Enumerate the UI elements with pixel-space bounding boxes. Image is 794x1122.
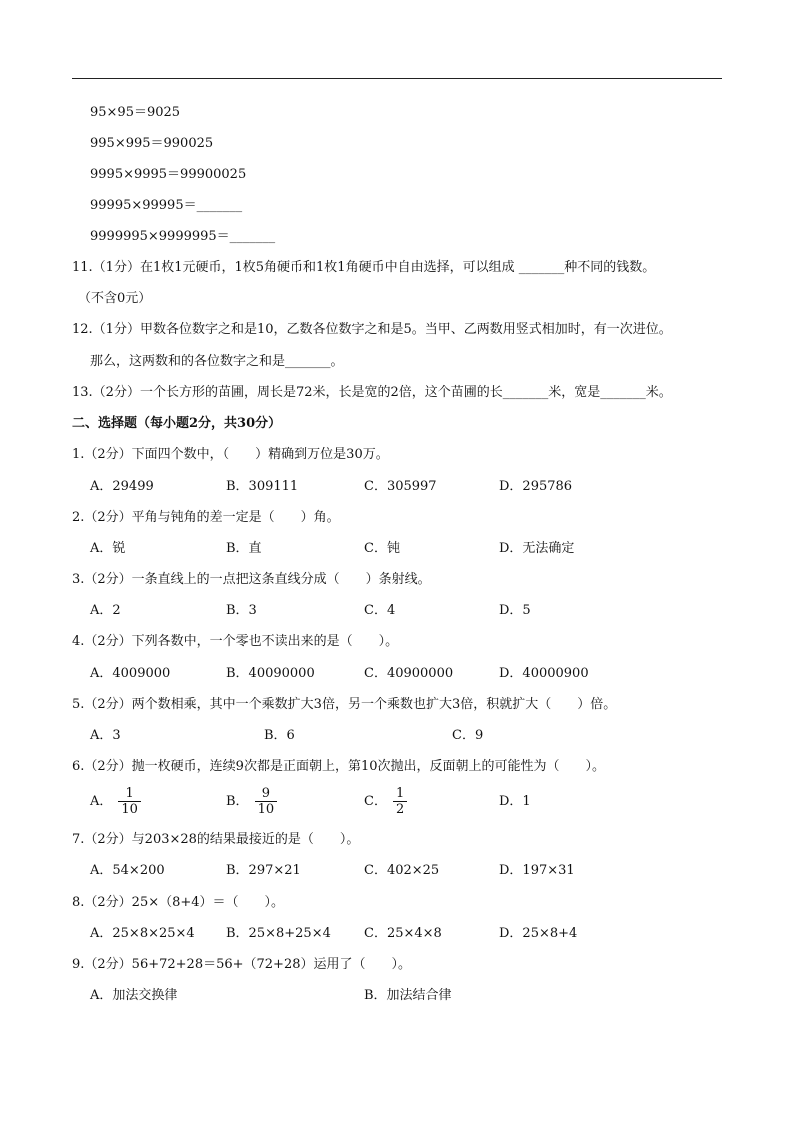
q6-option-c-numerator: 1: [395, 786, 405, 801]
q1-option-a: A．29499: [90, 479, 154, 494]
q2-option-c: C．钝: [364, 541, 400, 556]
question-11: 11.（1分）在1枚1元硬币，1枚5角硬币和1枚1角硬币中自由选择，可以组成 _______种不同的钱数。: [72, 260, 656, 275]
choice-question-6: 6.（2分）抛一枚硬币，连续9次都是正面朝上，第10次抛出，反面朝上的可能性为（ ）。: [72, 759, 605, 774]
q6-option-a: [90, 786, 141, 817]
q6-option-b-fraction: [255, 786, 278, 817]
choice-question-8: 8.（2分）25×（8+4）＝（ ）。: [72, 895, 285, 910]
calc-line-4: 99995×99995＝_______: [90, 198, 243, 213]
calc-line-5: 9999995×9999995＝_______: [90, 229, 276, 244]
choice-question-5: 5.（2分）两个数相乘，其中一个乘数扩大3倍，另一个乘数也扩大3倍，积就扩大（ ）倍。: [72, 697, 617, 712]
header-rule: [72, 78, 722, 79]
q6-option-c: [364, 786, 407, 817]
question-12-continued: 那么，这两数和的各位数字之和是_______。: [90, 354, 344, 369]
q8-option-d: D．25×8+4: [499, 926, 578, 941]
q4-option-c: C．40900000: [364, 666, 454, 681]
q6-option-a-numerator: 1: [125, 786, 134, 801]
q3-option-c: C．4: [364, 603, 396, 618]
q6-option-b-numerator: 9: [261, 786, 270, 801]
q9-option-b: B．加法结合律: [364, 988, 452, 1003]
q9-option-a: A．加法交换律: [90, 988, 178, 1003]
q1-option-d: D．295786: [499, 479, 573, 494]
q3-option-b: B．3: [226, 603, 257, 618]
question-11-continued: （不含0元）: [78, 291, 152, 306]
q6-option-c-fraction: [393, 786, 407, 817]
q8-option-c: C．25×4×8: [364, 926, 442, 941]
q7-option-b: B．297×21: [226, 863, 301, 878]
q1-option-b: B．309111: [226, 479, 299, 494]
q4-option-d: D．40000900: [499, 666, 589, 681]
q3-option-a: A．2: [90, 603, 121, 618]
q7-option-c: C．402×25: [364, 863, 440, 878]
q6-option-c-denominator: 2: [393, 801, 407, 817]
q6-option-c-label: C．: [364, 794, 387, 809]
section-2-title: 二、选择题（每小题2分，共30分）: [72, 416, 282, 431]
q6-option-a-label: A．: [90, 794, 113, 809]
choice-question-4: 4.（2分）下列各数中，一个零也不读出来的是（ ）。: [72, 634, 399, 649]
choice-question-3: 3.（2分）一条直线上的一点把这条直线分成（ ）条射线。: [72, 572, 431, 587]
q5-option-b: B．6: [264, 728, 295, 743]
q7-option-a: A．54×200: [90, 863, 165, 878]
q2-option-b: B．直: [226, 541, 262, 556]
q2-option-d: D．无法确定: [499, 541, 575, 556]
calc-line-3: 9995×9995＝99900025: [90, 167, 247, 182]
q6-option-b: [226, 786, 277, 817]
choice-question-7: 7.（2分）与203×28的结果最接近的是（ ）。: [72, 832, 360, 847]
q1-option-c: C．305997: [364, 479, 437, 494]
choice-question-9: 9.（2分）56+72+28＝56+（72+28）运用了（ ）。: [72, 957, 411, 972]
q6-option-b-denominator: 10: [255, 801, 278, 817]
q6-option-b-label: B．: [226, 794, 249, 809]
question-12: 12.（1分）甲数各位数字之和是10，乙数各位数字之和是5。当甲、乙两数用竖式相加时，有一次进位。: [72, 322, 672, 337]
q5-option-c: C．9: [452, 728, 484, 743]
q6-option-a-denominator: 10: [118, 801, 141, 817]
q8-option-b: B．25×8+25×4: [226, 926, 331, 941]
q3-option-d: D．5: [499, 603, 531, 618]
q8-option-a: A．25×8×25×4: [90, 926, 195, 941]
choice-question-1: 1.（2分）下面四个数中，（ ）精确到万位是30万。: [72, 447, 389, 462]
q6-option-a-fraction: [118, 786, 141, 817]
question-13: 13.（2分）一个长方形的苗圃，周长是72米，长是宽的2倍，这个苗圃的长_______米，宽是_______米。: [72, 385, 672, 400]
q4-option-a: A．4009000: [90, 666, 171, 681]
choice-question-2: 2.（2分）平角与钝角的差一定是（ ）角。: [72, 510, 340, 525]
q7-option-d: D．197×31: [499, 863, 575, 878]
calc-line-1: 95×95＝9025: [90, 105, 181, 120]
q5-option-a: A．3: [90, 728, 121, 743]
q6-option-d: D．1: [499, 794, 531, 809]
q2-option-a: A．锐: [90, 541, 126, 556]
q4-option-b: B．40090000: [226, 666, 315, 681]
calc-line-2: 995×995＝990025: [90, 136, 214, 151]
